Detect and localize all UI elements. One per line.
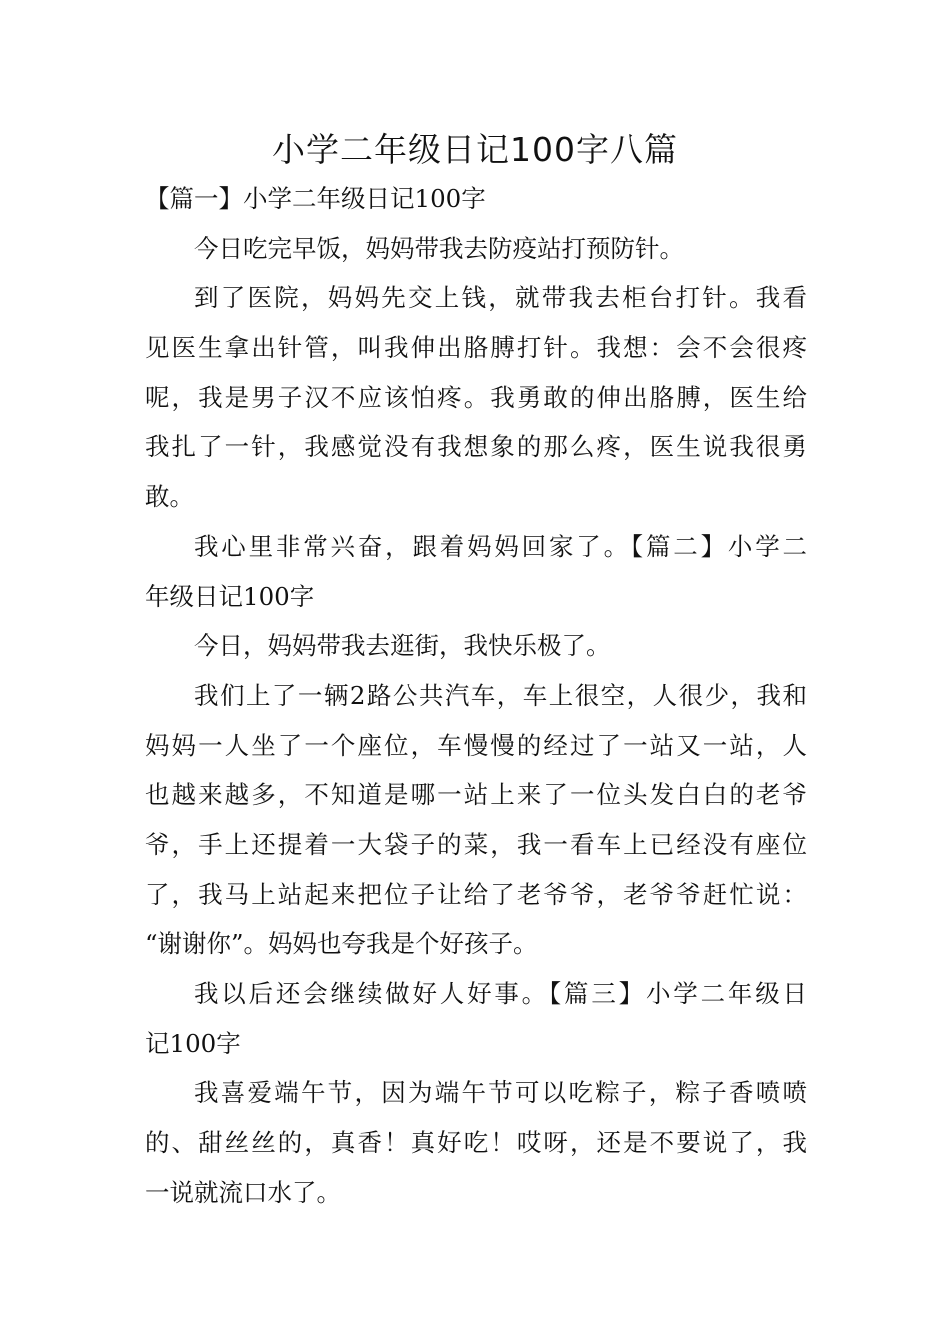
text-line: 敢。 [145, 482, 194, 512]
text-line: 呢，我是男子汉不应该怕疼。我勇敢的伸出胳膊，医生给 [145, 382, 807, 412]
text-line: 我喜爱端午节，因为端午节可以吃粽子，粽子香喷喷 [194, 1078, 807, 1108]
text-line: 今日，妈妈带我去逛街，我快乐极了。 [194, 631, 611, 661]
text-line: 妈妈一人坐了一个座位，车慢慢的经过了一站又一站，人 [145, 730, 807, 760]
text-line: 也越来越多，不知道是哪一站上来了一位头发白白的老爷 [145, 780, 807, 810]
text-line: 了，我马上站起来把位子让给了老爷爷，老爷爷赶忙说： [145, 879, 807, 909]
page-title: 小学二年级日记100字八篇 [272, 130, 678, 169]
text-line: 记100字 [145, 1028, 241, 1058]
text-line: 见医生拿出针管，叫我伸出胳膊打针。我想：会不会很疼 [145, 333, 807, 363]
text-line: 我扎了一针，我感觉没有我想象的那么疼，医生说我很勇 [145, 432, 807, 462]
article-body [145, 174, 807, 1217]
text-line: 我心里非常兴奋，跟着妈妈回家了。【篇二】小学二 [194, 531, 807, 561]
text-line: “谢谢你”。妈妈也夸我是个好孩子。 [145, 929, 538, 959]
text-line: 爷，手上还提着一大袋子的菜，我一看车上已经没有座位 [145, 829, 807, 859]
text-line: 我以后还会继续做好人好事。【篇三】小学二年级日 [194, 979, 807, 1008]
text-line: 年级日记100字 [145, 581, 315, 611]
text-line: 【篇一】小学二年级日记100字 [145, 184, 486, 213]
text-line: 一说就流口水了。 [145, 1177, 341, 1207]
text-line: 今日吃完早饭，妈妈带我去防疫站打预防针。 [194, 233, 684, 263]
text-line: 到了医院，妈妈先交上钱，就带我去柜台打针。我看 [194, 283, 807, 313]
text-line: 我们上了一辆2路公共汽车，车上很空，人很少，我和 [194, 680, 807, 710]
text-line: 的、甜丝丝的，真香！真好吃！哎呀，还是不要说了，我 [145, 1128, 807, 1158]
